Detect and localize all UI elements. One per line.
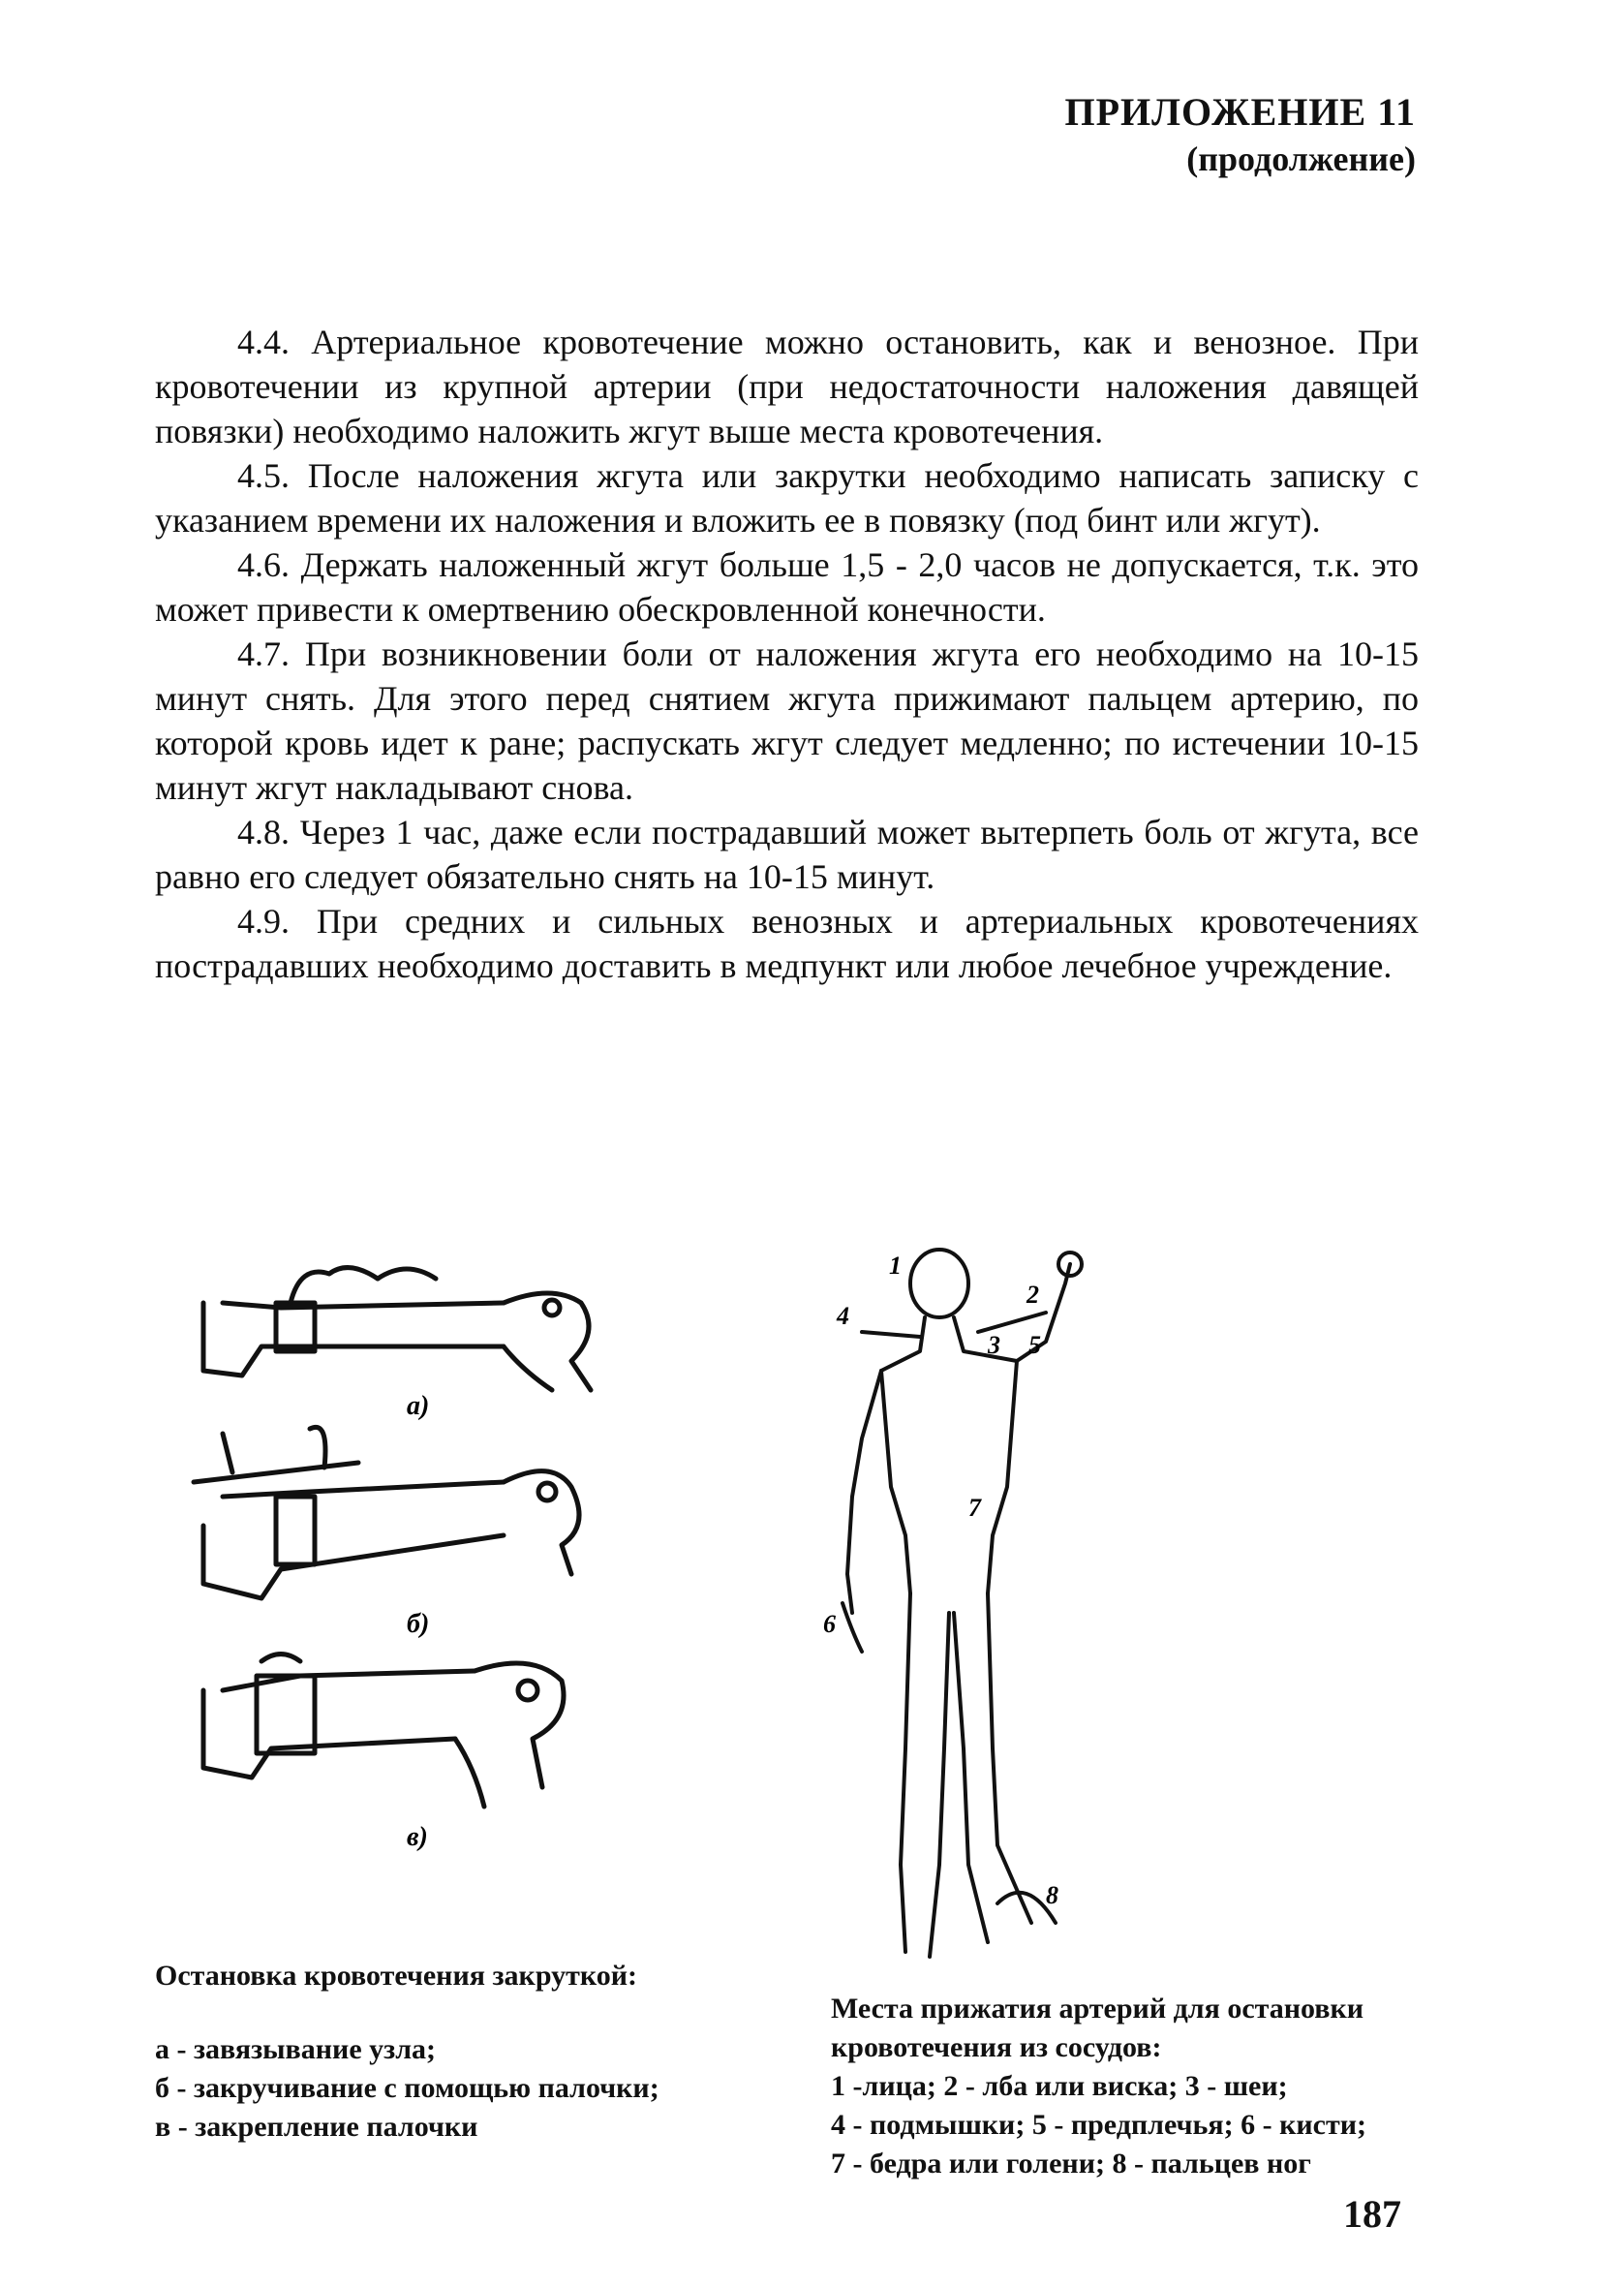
paragraph-4-8: 4.8. Через 1 час, даже если пострадавший может вытерпеть боль от жгута, все равно его следует обязательно снять на 10-15 минут. <box>155 813 1419 896</box>
caption-left-item-b: б - закручивание с помощью палочки; <box>155 2072 659 2104</box>
page-number: 187 <box>1343 2192 1401 2236</box>
label-c: в) <box>407 1822 428 1852</box>
body-text <box>155 320 1419 988</box>
caption-right-line-1: 1 -лица; 2 - лба или виска; 3 - шеи; <box>831 2070 1288 2102</box>
label-b: б) <box>407 1609 430 1639</box>
caption-left <box>155 1957 659 2147</box>
caption-left-item-c: в - закрепление палочки <box>155 2111 478 2143</box>
paragraph-4-7: 4.7. При возникновении боли от наложения жгута его необходимо на 10-15 минут снять. Для этого перед снятием жгута прижимают пальцем артерию, по которой кровь идет к ране; распускать жгут следует медленно; по истечении 10-15 минут жгут накладывают снова. <box>155 634 1419 807</box>
caption-right-title: Места прижатия артерий для остановки кровотечения из сосудов: <box>831 1993 1364 2063</box>
artery-pressure-points-illustration <box>823 1245 1172 2000</box>
caption-right-line-3: 7 - бедра или голени; 8 - пальцев ног <box>831 2148 1311 2180</box>
paragraph-4-4: 4.4. Артериальное кровотечение можно остановить, как и венозное. При кровотечении из крупной артерии (при недостаточности наложения давящей повязки) необходимо наложить жгут выше места кровотечения. <box>155 323 1419 450</box>
caption-right-line-2: 4 - подмышки; 5 - предплечья; 6 - кисти; <box>831 2109 1366 2141</box>
paragraph-4-6: 4.6. Держать наложенный жгут больше 1,5 - 2,0 часов не допускается, т.к. это может привести к омертвению обескровленной конечности. <box>155 545 1419 629</box>
caption-left-item-a: а - завязывание узла; <box>155 2033 437 2065</box>
label-2: 2 <box>1026 1281 1039 1309</box>
arm-b-drawing <box>194 1427 579 1598</box>
caption-right <box>831 1990 1489 2183</box>
tourniquet-illustration <box>184 1264 765 1962</box>
label-4: 4 <box>837 1302 849 1330</box>
arm-c-drawing <box>203 1654 564 1808</box>
page-header <box>1064 89 1416 179</box>
appendix-title: ПРИЛОЖЕНИЕ 11 <box>1064 90 1416 134</box>
arm-a-drawing <box>203 1268 591 1390</box>
label-a: а) <box>407 1391 430 1421</box>
paragraph-4-5: 4.5. После наложения жгута или закрутки необходимо написать записку с указанием времени их наложения и вложить ее в повязку (под бинт или жгут). <box>155 456 1419 540</box>
label-5: 5 <box>1028 1331 1041 1359</box>
label-3: 3 <box>988 1331 1000 1359</box>
paragraph-4-9: 4.9. При средних и сильных венозных и артериальных кровотечениях пострадавших необходимо доставить в медпункт или любое лечебное учреждение. <box>155 902 1419 985</box>
caption-left-title: Остановка кровотечения закруткой: <box>155 1960 638 1992</box>
label-8: 8 <box>1046 1881 1058 1909</box>
label-7: 7 <box>968 1494 981 1522</box>
label-1: 1 <box>889 1252 902 1280</box>
label-6: 6 <box>823 1610 836 1638</box>
appendix-subtitle: (продолжение) <box>1186 139 1416 178</box>
